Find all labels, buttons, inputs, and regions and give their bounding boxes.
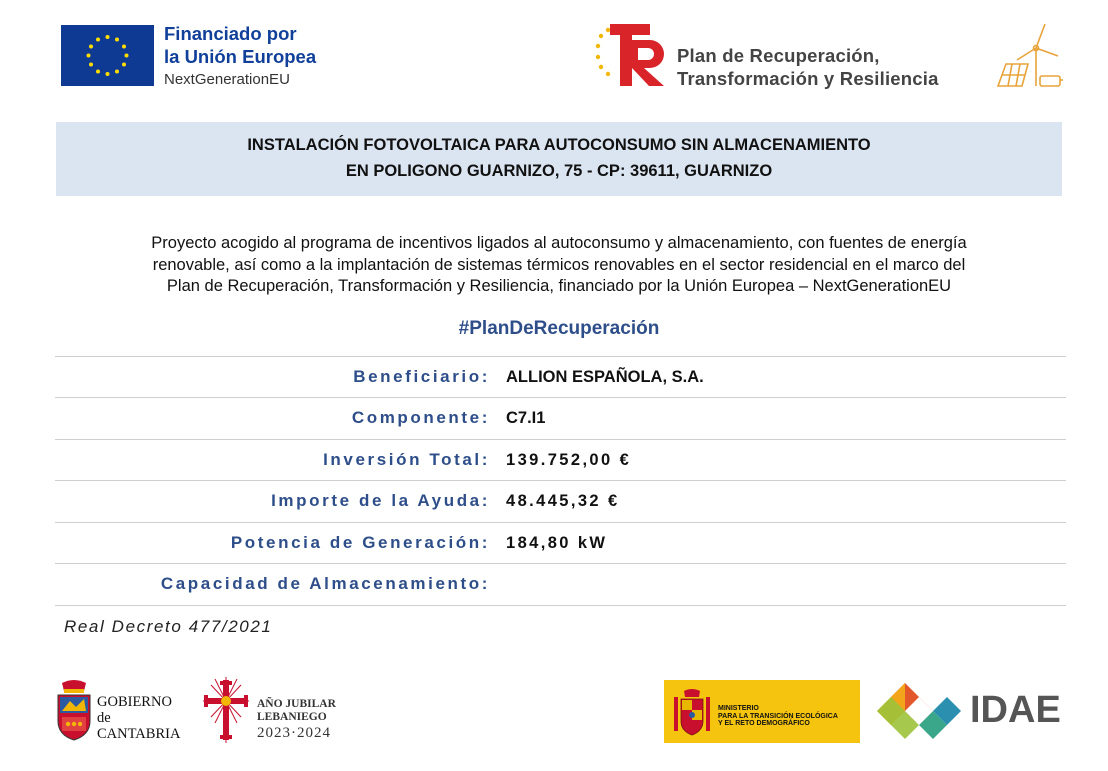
project-title-line-2: EN POLIGONO GUARNIZO, 75 - CP: 39611, GUARNIZO — [345, 162, 773, 180]
eu-funding-caption — [164, 22, 364, 92]
project-title-band — [56, 122, 1062, 196]
cantabria-shield-icon — [56, 677, 92, 741]
cantabria-line-3: CANTABRIA — [97, 726, 181, 742]
cantabria-line-2: de — [97, 710, 111, 726]
hashtag: #PlanDeRecuperación — [458, 318, 660, 339]
ano-jubilar-caption — [257, 698, 336, 742]
table-divider — [55, 480, 1066, 481]
table-divider — [55, 439, 1066, 440]
table-divider — [55, 397, 1066, 398]
gobierno-cantabria-caption — [97, 694, 180, 742]
ministry-line-3: Y EL RETO DEMOGRÁFICO — [718, 720, 810, 727]
jubilar-line-2: LEBANIEGO — [257, 711, 327, 723]
eu-flag-icon — [61, 25, 154, 86]
ministerio-logo — [664, 680, 860, 743]
eu-line-2: la Unión Europea — [164, 46, 317, 67]
value-importe-ayuda: 48.445,32 € — [506, 492, 620, 510]
label-beneficiario: Beneficiario: — [353, 367, 490, 386]
label-componente: Componente: — [351, 408, 490, 427]
value-beneficiario: ALLION ESPAÑOLA, S.A. — [506, 368, 704, 386]
ministerio-caption — [718, 705, 838, 728]
table-divider — [55, 522, 1066, 523]
table-divider — [55, 356, 1066, 357]
project-title-line-1: INSTALACIÓN FOTOVOLTAICA PARA AUTOCONSUMO SIN ALMACENAMIENTO — [247, 136, 871, 154]
label-inversion-total: Inversión Total: — [323, 450, 490, 469]
plan-line-1: Plan de Recuperación, — [677, 45, 880, 66]
ministry-line-2: PARA LA TRANSICIÓN ECOLÓGICA — [718, 712, 838, 720]
value-potencia-generacion: 184,80 kW — [506, 534, 608, 552]
lebaniego-cross-icon — [201, 677, 251, 743]
description-line-3: Plan de Recuperación, Transformación y Resiliencia, financiado por la Unión Europea – NextGenerationEU — [166, 277, 952, 295]
value-inversion-total: 139.752,00 € — [506, 451, 632, 469]
ministry-line-1: MINISTERIO — [718, 705, 759, 712]
table-divider — [55, 605, 1066, 606]
eu-line-1: Financiado por — [164, 23, 297, 44]
description-line-2: renovable, así como a la implantación de sistemas térmicos renovables en el sector residencial en el marco del — [152, 255, 966, 274]
spain-coat-of-arms-icon — [672, 687, 712, 737]
jubilar-years: 2023·2024 — [257, 725, 331, 741]
jubilar-line-1: AÑO JUBILAR — [257, 698, 336, 710]
prtr-logo-icon — [594, 22, 668, 88]
cantabria-line-1: GOBIERNO — [97, 694, 172, 710]
wind-solar-icon — [992, 20, 1066, 92]
plan-line-2: Transformación y Resiliencia — [677, 68, 939, 89]
project-description — [90, 233, 1028, 298]
real-decreto: Real Decreto 477/2021 — [64, 617, 273, 636]
description-line-1: Proyecto acogido al programa de incentivos ligados al autoconsumo y almacenamiento, con fuentes de energía — [151, 234, 967, 252]
idae-wordmark: IDAE — [970, 689, 1061, 731]
eu-line-3: NextGenerationEU — [164, 71, 290, 88]
label-potencia-generacion: Potencia de Generación: — [230, 533, 490, 552]
label-importe-ayuda: Importe de la Ayuda: — [271, 491, 490, 510]
idae-logo-icon — [875, 681, 965, 741]
plan-recuperacion-caption — [677, 44, 939, 90]
value-componente: C7.I1 — [506, 409, 546, 427]
table-divider — [55, 563, 1066, 564]
label-capacidad-almacenamiento: Capacidad de Almacenamiento: — [160, 574, 490, 593]
